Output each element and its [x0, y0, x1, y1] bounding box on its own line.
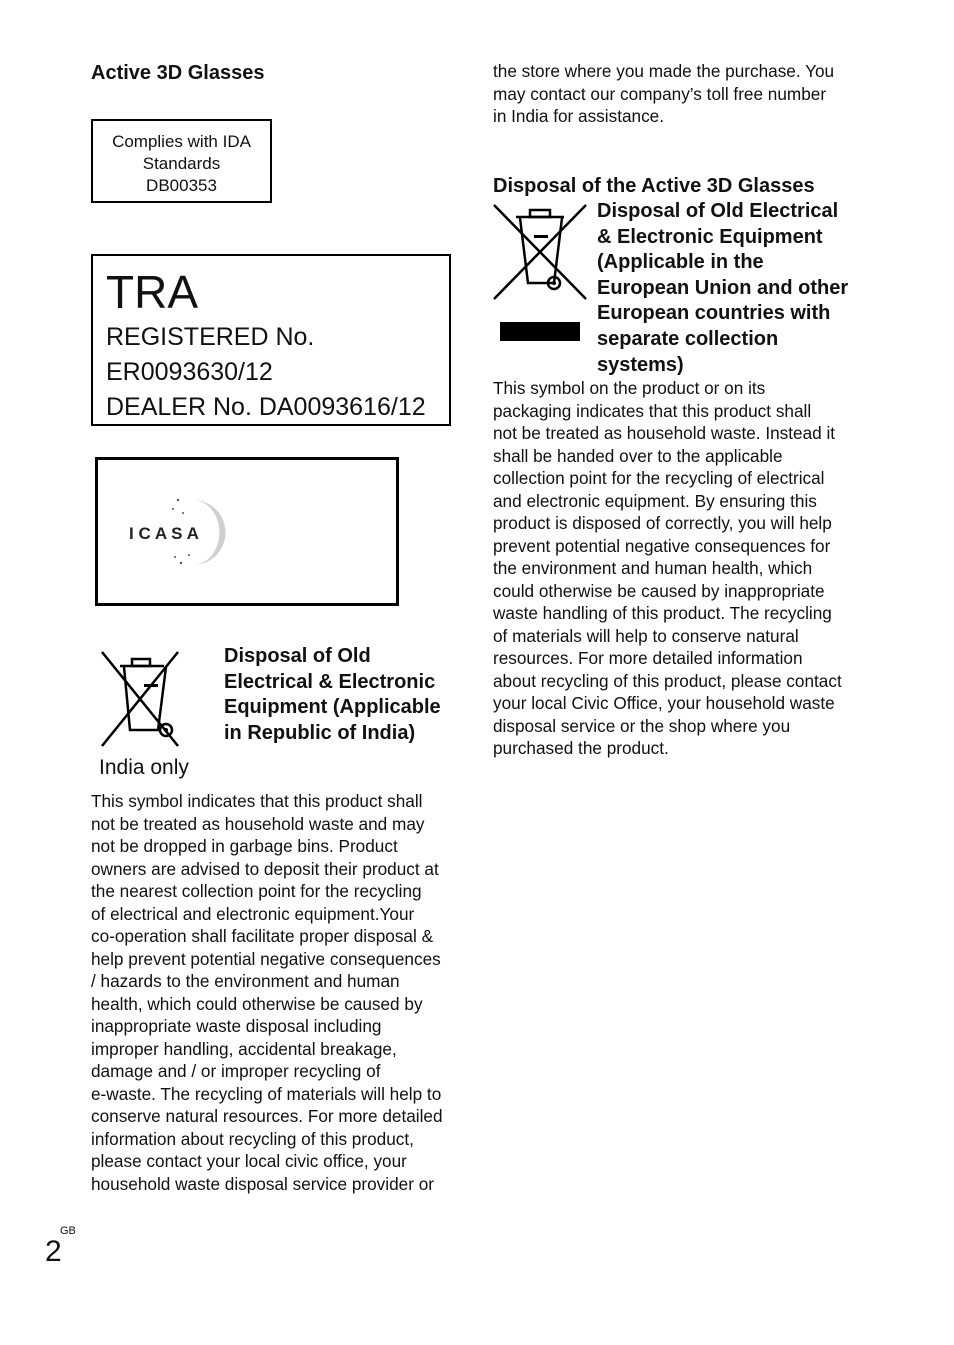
india-heading-line: Equipment (Applicable: [224, 696, 441, 718]
tra-registered-label: REGISTERED No.: [106, 323, 315, 351]
body-line: in India for assistance.: [493, 106, 665, 126]
body-line: help prevent potential negative consequences: [91, 948, 441, 969]
page-title: Active 3D Glasses: [91, 62, 265, 84]
eu-disposal-body: [493, 377, 883, 760]
body-line: health, which could otherwise be caused by: [91, 993, 423, 1014]
body-line: e-waste. The recycling of materials will help to: [91, 1083, 442, 1104]
body-line: resources. For more detailed information: [493, 648, 803, 668]
india-heading-line: Electrical & Electronic: [224, 670, 436, 693]
page-number: 2: [45, 1235, 62, 1268]
body-line: may contact our company’s toll free number: [493, 83, 827, 104]
weee-underline-bar: [500, 322, 580, 341]
india-only-caption: India only: [99, 756, 189, 779]
body-line: prevent potential negative consequences for: [493, 535, 831, 556]
body-line: packaging indicates that this product shall: [493, 400, 812, 421]
region-code: GB: [60, 1225, 76, 1237]
body-line: conserve natural resources. For more detailed: [91, 1106, 443, 1126]
section-title: Disposal of the Active 3D Glasses: [493, 175, 815, 197]
body-line: damage and / or improper recycling of: [91, 1061, 381, 1081]
eu-heading-line: Disposal of Old Electrical: [597, 200, 839, 222]
body-line: the store where you made the purchase. You: [493, 61, 835, 81]
tra-registration-box: [91, 254, 451, 426]
eu-heading-line: separate collection: [597, 327, 779, 350]
body-line: of electrical and electronic equipment.Your: [91, 903, 415, 924]
eu-heading-line: systems): [597, 353, 684, 376]
body-line: could otherwise be caused by inappropriate: [493, 580, 825, 601]
icasa-logo: [123, 495, 253, 570]
body-line: your local Civic Office, your household waste: [493, 693, 835, 713]
body-line: improper handling, accidental breakage,: [91, 1038, 397, 1059]
body-line: shall be handed over to the applicable: [493, 445, 783, 466]
body-line: information about recycling of this product,: [91, 1128, 414, 1149]
body-line: please contact your local civic office, your: [91, 1151, 407, 1171]
body-line: about recycling of this product, please contact: [493, 670, 842, 691]
body-line: disposal service or the shop where you: [493, 715, 791, 736]
body-line: inappropriate waste disposal including: [91, 1016, 382, 1036]
eu-heading-line: (Applicable in the: [597, 251, 764, 274]
eu-heading-line: European countries with: [597, 302, 831, 325]
india-disposal-heading: [224, 644, 464, 746]
body-line: not be treated as household waste. Instead it: [493, 423, 836, 443]
crossed-out-wheelie-bin-icon: [100, 650, 182, 750]
ida-line-3: DB00353: [146, 176, 217, 195]
body-line: not be dropped in garbage bins. Product: [91, 836, 398, 856]
tra-dealer-number: DEALER No. DA0093616/12: [106, 393, 426, 421]
body-line: owners are advised to deposit their product at: [91, 858, 439, 879]
india-heading-line: Disposal of Old: [224, 645, 371, 667]
crossed-out-wheelie-bin-icon: [492, 203, 590, 303]
tra-title: TRA: [106, 266, 198, 318]
body-line: the nearest collection point for the recycling: [91, 881, 422, 901]
body-line: waste handling of this product. The recycling: [493, 603, 832, 623]
body-line: / hazards to the environment and human: [91, 971, 400, 991]
eu-heading-line: & Electronic Equipment: [597, 225, 823, 248]
ida-compliance-box: [91, 119, 272, 203]
eu-heading-line: European Union and other: [597, 276, 849, 299]
body-line: of materials will help to conserve natural: [493, 625, 799, 646]
body-line: This symbol on the product or on its: [493, 378, 766, 398]
body-line: household waste disposal service provider or: [91, 1173, 434, 1194]
ida-line-1: Complies with IDA: [112, 132, 251, 151]
body-line: product is disposed of correctly, you will help: [493, 513, 832, 533]
body-line: This symbol indicates that this product shall: [91, 791, 423, 811]
body-line: not be treated as household waste and may: [91, 813, 425, 834]
body-line: and electronic equipment. By ensuring this: [493, 490, 817, 511]
body-line: collection point for the recycling of electrical: [493, 468, 825, 488]
body-line: the environment and human health, which: [493, 558, 813, 578]
icasa-box: [95, 457, 399, 606]
body-line: purchased the product.: [493, 738, 669, 758]
tra-registered-number: ER0093630/12: [106, 358, 273, 386]
icasa-text: I C A S A: [129, 524, 199, 543]
body-line: co-operation shall facilitate proper disposal &: [91, 926, 434, 946]
india-disposal-body: [91, 790, 471, 1195]
india-heading-line: in Republic of India): [224, 721, 416, 744]
eu-disposal-heading: [597, 199, 877, 378]
ida-line-2: Standards: [142, 154, 221, 173]
continuation-text: [493, 60, 873, 128]
